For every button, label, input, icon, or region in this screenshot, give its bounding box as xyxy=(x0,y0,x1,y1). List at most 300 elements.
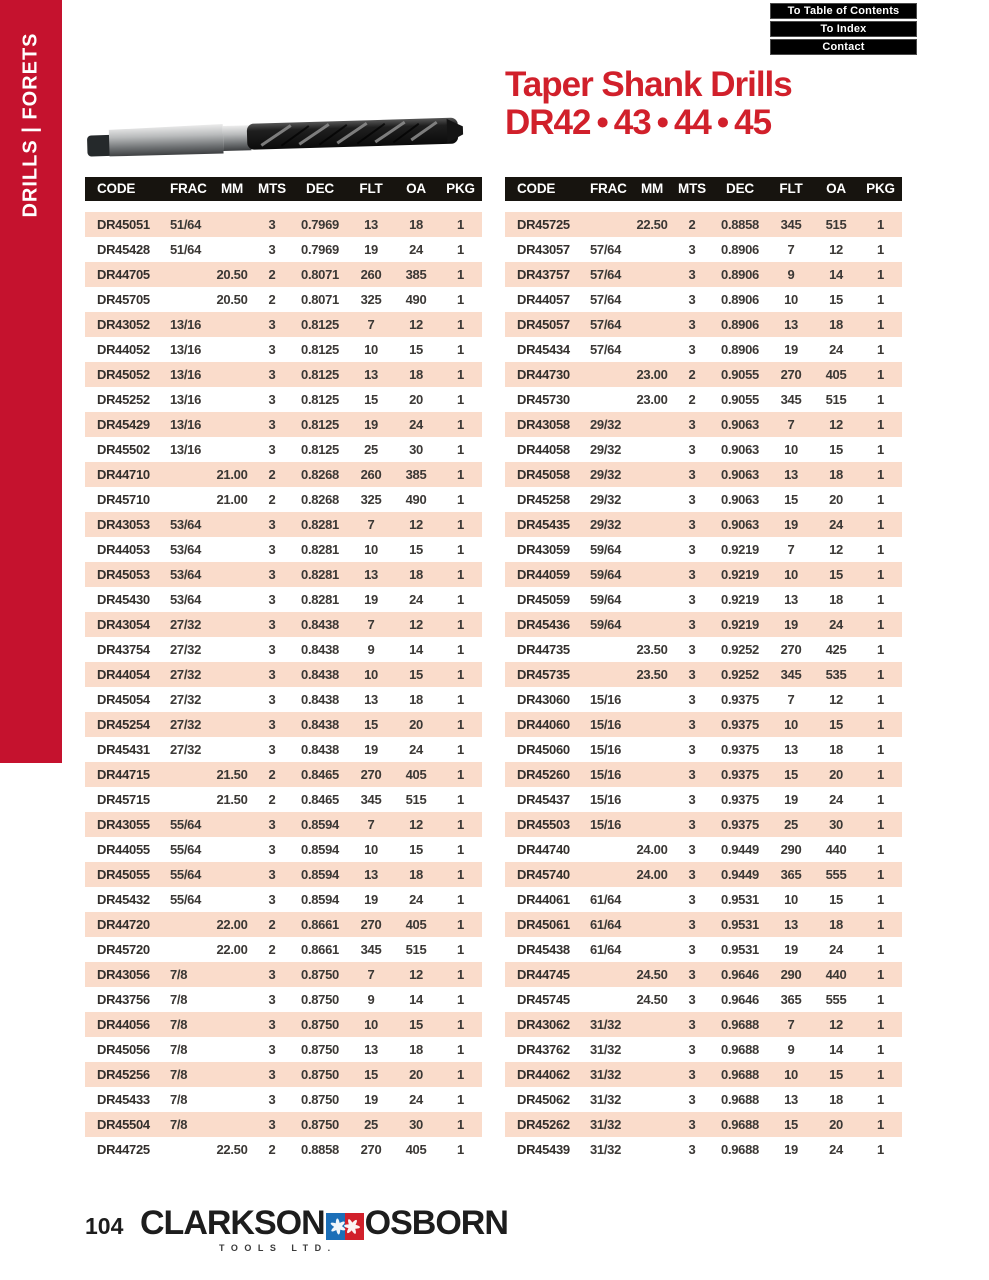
table-cell xyxy=(631,562,673,587)
table-cell: 0.9375 xyxy=(721,817,759,832)
table-cell: 1 xyxy=(457,842,464,857)
table-cell: DR45436 xyxy=(517,617,570,632)
table-cell xyxy=(631,587,673,612)
table-cell: 385 xyxy=(405,267,427,282)
table-cell xyxy=(211,812,253,837)
table-cell: 2 xyxy=(688,367,696,382)
table-cell: 3 xyxy=(688,1142,696,1157)
col-header-pkg: PKG xyxy=(866,181,895,196)
table-cell: 1 xyxy=(877,417,884,432)
table-cell: 15 xyxy=(784,492,798,507)
table-cell: 7 xyxy=(367,517,375,532)
table-cell: 1 xyxy=(877,942,884,957)
table-cell xyxy=(631,937,673,962)
table-cell: DR45428 xyxy=(97,242,150,257)
table-cell: 24.00 xyxy=(636,867,668,882)
table-cell: 25 xyxy=(784,817,798,832)
table-cell: 53/64 xyxy=(170,517,202,532)
table-cell: 515 xyxy=(405,942,427,957)
table-cell: 24 xyxy=(409,742,423,757)
table-cell: 0.8268 xyxy=(301,492,339,507)
table-cell: 0.8858 xyxy=(301,1142,339,1157)
table-cell: 3 xyxy=(688,742,696,757)
table-cell: 1 xyxy=(457,417,464,432)
to-table-of-contents-button[interactable]: To Table of Contents xyxy=(770,3,917,19)
table-cell: 1 xyxy=(877,1017,884,1032)
table-cell: DR44745 xyxy=(517,967,570,982)
table-cell: 3 xyxy=(688,317,696,332)
nav-button-stack xyxy=(770,3,917,57)
table-cell: 405 xyxy=(405,767,427,782)
table-cell: 24 xyxy=(829,517,843,532)
table-cell: 0.8750 xyxy=(301,1017,339,1032)
table-cell xyxy=(631,1137,673,1162)
table-cell: 3 xyxy=(268,317,276,332)
table-cell xyxy=(211,887,253,912)
table-cell: DR44061 xyxy=(517,892,570,907)
table-row xyxy=(505,737,902,762)
table-cell: 15 xyxy=(784,1117,798,1132)
table-cell: 23.00 xyxy=(636,367,668,382)
table-cell: 3 xyxy=(688,992,696,1007)
table-cell: 7 xyxy=(367,617,375,632)
drill-spec-table-right xyxy=(505,177,902,1162)
table-cell xyxy=(211,537,253,562)
table-cell: 1 xyxy=(457,1067,464,1082)
table-cell: 7/8 xyxy=(170,1017,188,1032)
table-cell: 0.9219 xyxy=(721,617,759,632)
table-cell: 0.8594 xyxy=(301,842,339,857)
table-cell: DR43059 xyxy=(517,542,570,557)
table-cell: 55/64 xyxy=(170,892,202,907)
table-row xyxy=(505,787,902,812)
table-cell: DR45258 xyxy=(517,492,570,507)
table-cell: 10 xyxy=(784,892,798,907)
table-cell: 0.9219 xyxy=(721,567,759,582)
brand-subtitle: TOOLS LTD. xyxy=(219,1243,337,1253)
table-cell: 1 xyxy=(457,1042,464,1057)
brand-osborn: OSBORN xyxy=(364,1204,508,1242)
table-cell: 0.7969 xyxy=(301,217,339,232)
table-cell: DR43060 xyxy=(517,692,570,707)
table-cell: 490 xyxy=(405,292,427,307)
table-cell: 1 xyxy=(877,617,884,632)
table-cell: 1 xyxy=(457,467,464,482)
table-cell xyxy=(631,712,673,737)
table-cell: 1 xyxy=(877,542,884,557)
table-cell: 270 xyxy=(780,642,802,657)
table-row xyxy=(505,387,902,412)
table-cell: 3 xyxy=(688,1092,696,1107)
table-cell: 3 xyxy=(268,717,276,732)
table-cell: 15/16 xyxy=(590,717,622,732)
table-cell: 2 xyxy=(268,917,276,932)
table-cell: 15/16 xyxy=(590,692,622,707)
table-cell: 10 xyxy=(364,842,378,857)
table-cell: 0.8125 xyxy=(301,367,339,382)
table-cell: 31/32 xyxy=(590,1042,622,1057)
table-row xyxy=(505,987,902,1012)
table-cell: 12 xyxy=(829,417,843,432)
table-cell: DR45429 xyxy=(97,417,150,432)
table-cell: DR43762 xyxy=(517,1042,570,1057)
table-cell: 7 xyxy=(787,1017,795,1032)
col-header-mts: MTS xyxy=(678,181,706,196)
table-cell xyxy=(163,287,211,312)
table-cell: 0.9055 xyxy=(721,392,759,407)
table-row xyxy=(505,962,902,987)
table-cell: 1 xyxy=(877,442,884,457)
table-cell: 3 xyxy=(268,217,276,232)
table-cell: 13/16 xyxy=(170,442,202,457)
table-row xyxy=(85,887,482,912)
table-cell: 0.9375 xyxy=(721,717,759,732)
table-cell: 10 xyxy=(784,1067,798,1082)
table-cell: 7/8 xyxy=(170,967,188,982)
table-cell: 24 xyxy=(829,792,843,807)
table-cell: 1 xyxy=(877,492,884,507)
table-cell: 3 xyxy=(688,817,696,832)
table-cell: 1 xyxy=(877,292,884,307)
table-cell: 1 xyxy=(877,317,884,332)
table-cell: 13 xyxy=(784,1092,798,1107)
table-row xyxy=(85,212,482,237)
table-row xyxy=(505,1062,902,1087)
table-cell: 1 xyxy=(877,992,884,1007)
table-cell: DR43056 xyxy=(97,967,150,982)
table-cell: 3 xyxy=(688,467,696,482)
table-cell: 15 xyxy=(409,1017,423,1032)
table-cell: 0.8750 xyxy=(301,992,339,1007)
table-cell xyxy=(211,712,253,737)
table-cell xyxy=(631,1112,673,1137)
table-cell: 0.9375 xyxy=(721,692,759,707)
table-cell: DR45061 xyxy=(517,917,570,932)
table-cell: 19 xyxy=(364,892,378,907)
table-row xyxy=(505,912,902,937)
table-row xyxy=(85,662,482,687)
table-row xyxy=(85,962,482,987)
table-cell xyxy=(631,762,673,787)
table-cell: 13 xyxy=(364,367,378,382)
table-cell: 57/64 xyxy=(590,317,622,332)
table-cell: 23.50 xyxy=(636,667,668,682)
table-cell: 10 xyxy=(784,717,798,732)
table-cell: 0.9449 xyxy=(721,867,759,882)
table-cell: 12 xyxy=(829,692,843,707)
table-cell: 3 xyxy=(268,892,276,907)
table-row xyxy=(85,1087,482,1112)
table-cell xyxy=(631,412,673,437)
table-cell: 3 xyxy=(688,642,696,657)
table-cell: 0.8906 xyxy=(721,267,759,282)
table-cell: 3 xyxy=(688,517,696,532)
contact-button[interactable]: Contact xyxy=(770,39,917,55)
table-cell: 1 xyxy=(457,742,464,757)
table-cell: 1 xyxy=(457,867,464,882)
table-cell: DR45054 xyxy=(97,692,150,707)
table-cell: 0.9375 xyxy=(721,742,759,757)
table-cell: DR44056 xyxy=(97,1017,150,1032)
table-cell: 0.9688 xyxy=(721,1142,759,1157)
table-cell: 2 xyxy=(268,792,276,807)
table-cell xyxy=(163,462,211,487)
table-cell: 22.00 xyxy=(216,942,248,957)
table-cell: 13 xyxy=(784,917,798,932)
table-cell: 31/32 xyxy=(590,1142,622,1157)
table-cell: 19 xyxy=(784,1142,798,1157)
table-cell: 345 xyxy=(780,217,802,232)
table-cell: 15 xyxy=(409,667,423,682)
table-cell: 1 xyxy=(877,1092,884,1107)
table-cell: 0.8438 xyxy=(301,667,339,682)
col-header-frac: FRAC xyxy=(170,181,207,196)
table-cell: DR45503 xyxy=(517,817,570,832)
table-cell: 25 xyxy=(364,442,378,457)
table-row xyxy=(505,712,902,737)
table-cell: 20 xyxy=(409,392,423,407)
page-title-line2: DR42 • 43 • 44 • 45 xyxy=(505,103,772,142)
table-cell xyxy=(583,962,631,987)
table-cell: DR45439 xyxy=(517,1142,570,1157)
table-cell xyxy=(163,937,211,962)
table-row xyxy=(85,562,482,587)
table-row xyxy=(505,287,902,312)
table-cell: 29/32 xyxy=(590,442,622,457)
table-row xyxy=(85,737,482,762)
table-cell xyxy=(211,612,253,637)
table-cell: 1 xyxy=(457,892,464,907)
table-cell: 0.9063 xyxy=(721,467,759,482)
table-cell: 3 xyxy=(268,517,276,532)
page-title xyxy=(505,66,792,142)
table-cell: 0.8125 xyxy=(301,317,339,332)
table-cell: 535 xyxy=(825,667,847,682)
table-cell xyxy=(163,762,211,787)
table-cell: 0.8281 xyxy=(301,567,339,582)
table-cell: 3 xyxy=(268,1017,276,1032)
table-row xyxy=(85,1137,482,1162)
table-cell: 13 xyxy=(364,867,378,882)
table-row xyxy=(85,1112,482,1137)
table-cell: 3 xyxy=(268,342,276,357)
table-cell: 0.9688 xyxy=(721,1117,759,1132)
table-cell: 1 xyxy=(877,217,884,232)
table-cell: 3 xyxy=(688,267,696,282)
table-cell: 0.8906 xyxy=(721,342,759,357)
to-index-button[interactable]: To Index xyxy=(770,21,917,37)
table-cell: 13/16 xyxy=(170,342,202,357)
table-cell: 9 xyxy=(787,267,795,282)
table-cell: 1 xyxy=(877,817,884,832)
table-cell: DR45062 xyxy=(517,1092,570,1107)
table-cell: 1 xyxy=(877,917,884,932)
table-row xyxy=(85,587,482,612)
table-cell: 1 xyxy=(877,517,884,532)
table-header-row xyxy=(505,177,902,201)
table-cell: DR44057 xyxy=(517,292,570,307)
table-cell xyxy=(211,562,253,587)
table-cell: 3 xyxy=(688,767,696,782)
table-cell xyxy=(631,337,673,362)
table-cell: 57/64 xyxy=(590,292,622,307)
table-cell: 13 xyxy=(364,217,378,232)
table-cell: 0.9055 xyxy=(721,367,759,382)
table-cell xyxy=(631,537,673,562)
table-cell xyxy=(631,437,673,462)
table-cell: 1 xyxy=(877,742,884,757)
table-cell xyxy=(211,387,253,412)
table-cell: 22.50 xyxy=(636,217,668,232)
table-cell: 24 xyxy=(409,417,423,432)
table-cell: DR44053 xyxy=(97,542,150,557)
table-cell: DR44052 xyxy=(97,342,150,357)
pinwheel-logo-icon xyxy=(326,1210,364,1237)
table-cell: 19 xyxy=(364,242,378,257)
table-cell: 1 xyxy=(457,667,464,682)
table-cell: 53/64 xyxy=(170,567,202,582)
table-cell: 325 xyxy=(360,292,382,307)
table-cell: 0.9688 xyxy=(721,1092,759,1107)
table-cell: 24.00 xyxy=(636,842,668,857)
table-cell: DR45434 xyxy=(517,342,570,357)
table-cell xyxy=(211,962,253,987)
table-cell: DR45725 xyxy=(517,217,570,232)
table-cell: 14 xyxy=(829,1042,843,1057)
table-cell: 19 xyxy=(784,617,798,632)
table-cell: 59/64 xyxy=(590,542,622,557)
table-cell: 10 xyxy=(364,1017,378,1032)
table-cell: 3 xyxy=(688,692,696,707)
clarkson-osborn-logo xyxy=(140,1204,508,1243)
table-cell: 555 xyxy=(825,867,847,882)
table-cell: 1 xyxy=(457,692,464,707)
table-cell: 3 xyxy=(268,742,276,757)
table-cell: 18 xyxy=(409,367,423,382)
table-cell: 1 xyxy=(457,242,464,257)
table-cell: 1 xyxy=(877,1117,884,1132)
table-cell: 24 xyxy=(409,1092,423,1107)
col-header-dec: DEC xyxy=(306,181,334,196)
table-cell xyxy=(631,687,673,712)
table-cell: 21.50 xyxy=(216,792,248,807)
table-cell xyxy=(163,912,211,937)
table-cell: 1 xyxy=(877,267,884,282)
table-cell: DR44054 xyxy=(97,667,150,682)
table-cell xyxy=(211,862,253,887)
table-cell: 3 xyxy=(688,1017,696,1032)
table-cell: 18 xyxy=(409,867,423,882)
table-cell: 555 xyxy=(825,992,847,1007)
table-cell xyxy=(211,637,253,662)
table-row xyxy=(505,562,902,587)
table-cell: 3 xyxy=(268,1092,276,1107)
table-cell xyxy=(631,237,673,262)
table-cell: 22.50 xyxy=(216,1142,248,1157)
table-cell: 3 xyxy=(688,342,696,357)
table-row xyxy=(85,237,482,262)
table-cell: 15 xyxy=(784,767,798,782)
table-cell: 15 xyxy=(409,342,423,357)
table-cell: 15/16 xyxy=(590,817,622,832)
table-cell: 3 xyxy=(268,242,276,257)
table-row xyxy=(85,462,482,487)
table-cell: 0.9449 xyxy=(721,842,759,857)
table-cell: 0.8438 xyxy=(301,642,339,657)
table-cell: 7 xyxy=(787,692,795,707)
table-cell: 31/32 xyxy=(590,1117,622,1132)
table-cell: 13/16 xyxy=(170,367,202,382)
col-header-pkg: PKG xyxy=(446,181,475,196)
table-cell: 365 xyxy=(780,992,802,1007)
col-header-flt: FLT xyxy=(779,181,803,196)
table-cell xyxy=(163,1137,211,1162)
table-cell: 1 xyxy=(457,992,464,1007)
table-cell: 12 xyxy=(409,967,423,982)
table-cell: 3 xyxy=(688,967,696,982)
table-cell: 3 xyxy=(688,942,696,957)
table-cell: 7/8 xyxy=(170,1042,188,1057)
table-cell: 31/32 xyxy=(590,1017,622,1032)
table-cell: 490 xyxy=(405,492,427,507)
table-cell: 13 xyxy=(364,567,378,582)
table-cell: 55/64 xyxy=(170,867,202,882)
table-body xyxy=(505,212,902,1162)
table-cell: DR45252 xyxy=(97,392,150,407)
table-cell: DR45740 xyxy=(517,867,570,882)
table-cell: 1 xyxy=(877,667,884,682)
table-row xyxy=(85,387,482,412)
table-row xyxy=(505,1137,902,1162)
table-cell: DR45058 xyxy=(517,467,570,482)
table-cell: 15 xyxy=(364,392,378,407)
col-header-mts: MTS xyxy=(258,181,286,196)
table-cell: 0.9063 xyxy=(721,417,759,432)
table-cell: 24 xyxy=(409,592,423,607)
table-cell xyxy=(583,662,631,687)
table-row xyxy=(85,612,482,637)
table-cell xyxy=(211,1087,253,1112)
table-cell: 0.8906 xyxy=(721,317,759,332)
table-cell xyxy=(211,512,253,537)
table-cell: 61/64 xyxy=(590,917,622,932)
table-cell: 2 xyxy=(268,267,276,282)
table-cell: 3 xyxy=(688,1067,696,1082)
table-cell: 7 xyxy=(787,242,795,257)
table-cell: 2 xyxy=(268,767,276,782)
table-row xyxy=(505,262,902,287)
table-cell: DR45720 xyxy=(97,942,150,957)
table-row xyxy=(505,462,902,487)
table-cell: 270 xyxy=(360,767,382,782)
table-cell: 1 xyxy=(457,342,464,357)
table-row xyxy=(505,212,902,237)
table-cell: 27/32 xyxy=(170,742,202,757)
table-cell: 1 xyxy=(877,342,884,357)
table-cell: 15 xyxy=(409,542,423,557)
table-cell: 7 xyxy=(367,967,375,982)
table-cell: 3 xyxy=(268,542,276,557)
drill-illustration xyxy=(85,104,465,158)
table-cell xyxy=(631,262,673,287)
table-cell: 0.8071 xyxy=(301,292,339,307)
table-cell: 1 xyxy=(877,467,884,482)
table-cell: DR44715 xyxy=(97,767,150,782)
table-cell: 20 xyxy=(409,1067,423,1082)
table-cell: 0.9688 xyxy=(721,1042,759,1057)
col-header-code: CODE xyxy=(97,181,136,196)
col-header-code: CODE xyxy=(517,181,556,196)
